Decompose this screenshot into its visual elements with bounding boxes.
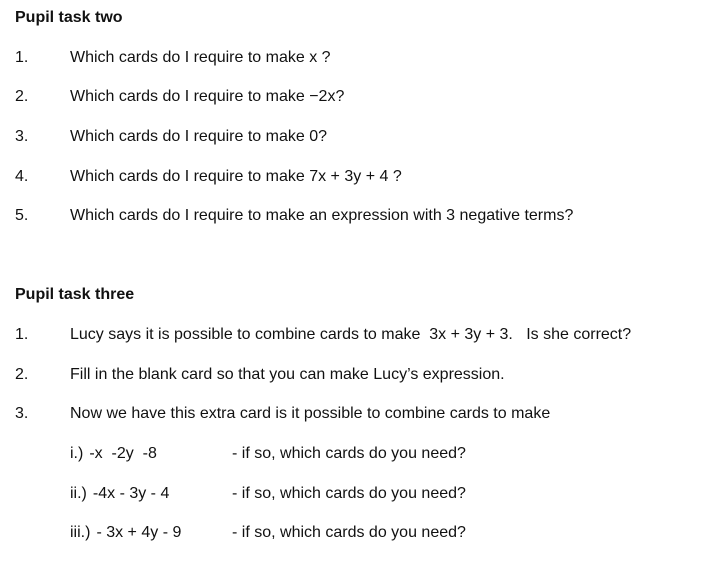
subitem-label: ii.) [70,485,87,502]
subitem-label: iii.) [70,524,91,541]
task-three-heading: Pupil task three [15,286,135,303]
item-number: 2. [15,366,29,383]
item-number: 4. [15,168,29,185]
task-two-item-4 [0,166,718,188]
task-two-item-1 [0,47,718,69]
task-three-item-2 [0,364,718,386]
item-text: Which cards do I require to make −2x? [70,88,345,105]
item-number: 1. [15,49,29,66]
subitem-expression: -4x - 3y - 4 [92,485,170,502]
subitem-question: - if so, which cards do you need? [232,485,466,502]
item-number: 3. [15,405,29,422]
item-text: Fill in the blank card so that you can make Lucy’s expression. [70,366,505,383]
item-text: Which cards do I require to make 0? [70,128,328,145]
item-text: Which cards do I require to make 7x + 3y + 4 ? [70,168,402,185]
subitem-question: - if so, which cards do you need? [232,445,466,462]
item-text: Now we have this extra card is it possible to combine cards to make [70,405,551,422]
subitem-expression: - 3x + 4y - 9 [96,524,182,541]
item-number: 2. [15,88,29,105]
subitem-label-group [70,483,169,505]
subitem-label-group [70,522,181,544]
subitem-label: i.) [70,445,84,462]
task-three-item-1 [0,324,718,346]
task-three-item-3 [0,403,718,425]
item-number: 1. [15,326,29,343]
task-two-item-5 [0,205,718,227]
item-text: Which cards do I require to make x ? [70,49,331,66]
item-number: 5. [15,207,29,224]
item-number: 3. [15,128,29,145]
task-two-item-3 [0,126,718,148]
task-three-subitem-i [0,443,718,465]
task-two-heading: Pupil task two [15,9,123,26]
subitem-label-group [70,443,157,465]
task-two-item-2 [0,86,718,108]
item-text: Which cards do I require to make an expression with 3 negative terms? [70,207,574,224]
item-text: Lucy says it is possible to combine cards to make 3x + 3y + 3. Is she correct? [70,326,632,343]
task-three-subitem-iii [0,522,718,544]
task-three-subitem-ii [0,483,718,505]
subitem-question: - if so, which cards do you need? [232,524,466,541]
subitem-expression: -x -2y -8 [89,445,157,462]
